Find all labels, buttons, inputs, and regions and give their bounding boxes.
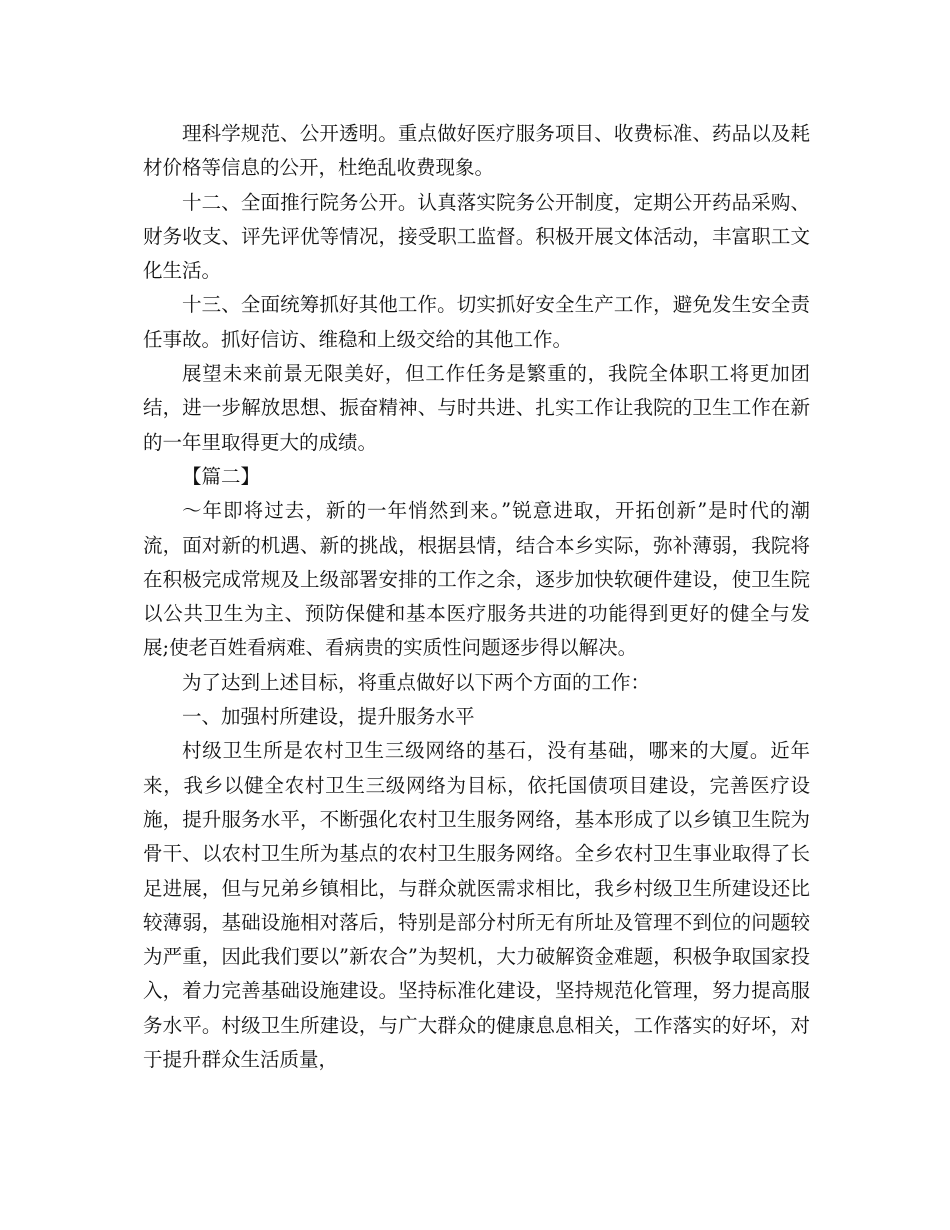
- paragraph: 十二、全面推行院务公开。认真落实院务公开制度，定期公开药品采购、财务收支、评先评优等情况，接受职工监督。积极开展文体活动，丰富职工文化生活。: [143, 190, 810, 283]
- paragraph: 村级卫生所是农村卫生三级网络的基石，没有基础，哪来的大厦。近年来，我乡以健全农村卫生三级网络为目标，依托国债项目建设，完善医疗设施，提升服务水平，不断强化农村卫生服务网络，基本形成了以乡镇卫生院为骨干、以农村卫生所为基点的农村卫生服务网络。全乡农村卫生事业取得了长足进展，但与兄弟乡镇相比，与群众就医需求相比，我乡村级卫生所建设还比较薄弱，基础设施相对落后，特别是部分村所无有所址及管理不到位的问题较为严重，因此我们要以”新农合”为契机，大力破解资金难题，积极争取国家投入，着力完善基础设施建设。坚持标准化建设，坚持规范化管理，努力提高服务水平。村级卫生所建设，与广大群众的健康息息相关，工作落实的好坏，对于提升群众生活质量，: [143, 739, 810, 1072]
- paragraph: 理科学规范、公开透明。重点做好医疗服务项目、收费标准、药品以及耗材价格等信息的公开，杜绝乱收费现象。: [143, 122, 810, 180]
- paragraph: 十三、全面统筹抓好其他工作。切实抓好安全生产工作，避免发生安全责任事故。抓好信访、维稳和上级交给的其他工作。: [143, 293, 810, 351]
- subsection-heading: 一、加强村所建设，提升服务水平: [182, 705, 475, 729]
- document-body: [143, 117, 810, 1077]
- section-heading: 【篇二】: [182, 464, 261, 488]
- paragraph: 展望未来前景无限美好，但工作任务是繁重的，我院全体职工将更加团结，进一步解放思想、振奋精神、与时共进、扎实工作让我院的卫生工作在新的一年里取得更大的成绩。: [143, 362, 810, 454]
- paragraph: ～年即将过去，新的一年悄然到来。”锐意进取，开拓创新”是时代的潮流，面对新的机遇、新的挑战，根据县情，结合本乡实际，弥补薄弱，我院将在积极完成常规及上级部署安排的工作之余，逐步加快软硬件建设，使卫生院以公共卫生为主、预防保健和基本医疗服务共进的功能得到更好的健全与发展;使老百姓看病难、看病贵的实质性问题逐步得以解决。: [143, 499, 810, 660]
- paragraph: 为了达到上述目标，将重点做好以下两个方面的工作：: [182, 670, 651, 694]
